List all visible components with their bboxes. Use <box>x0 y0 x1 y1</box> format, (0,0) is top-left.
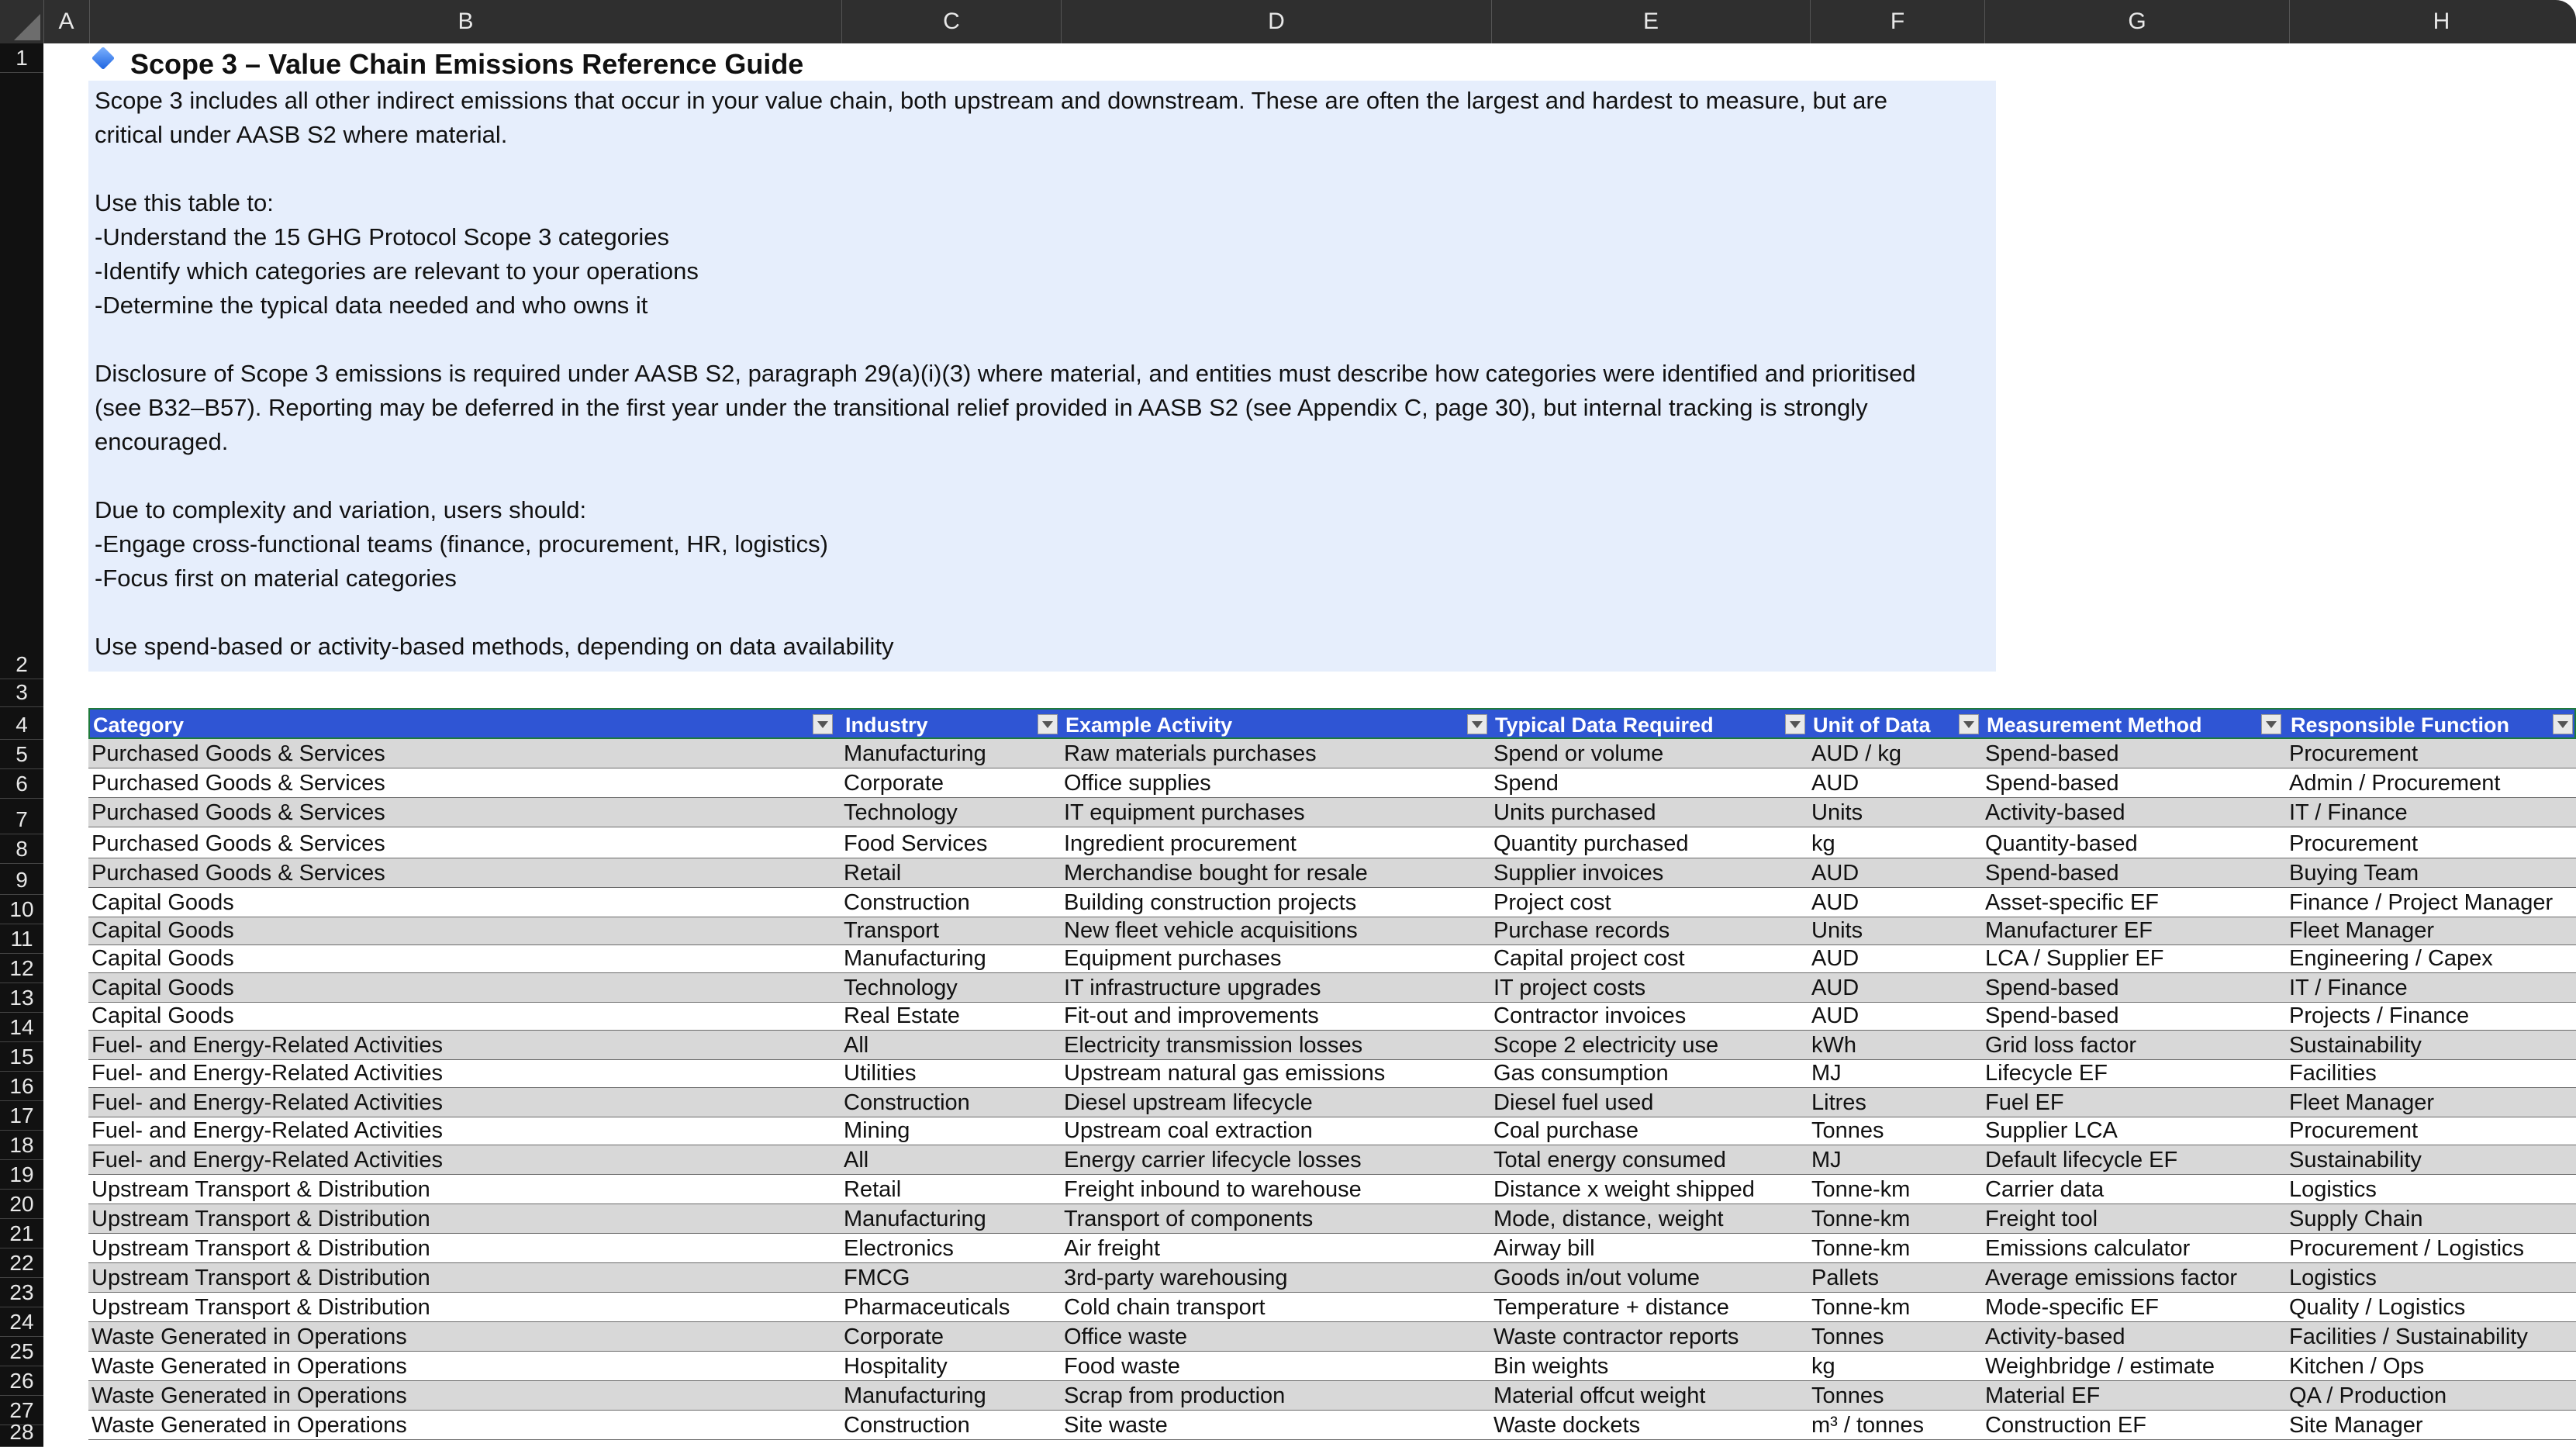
filter-dropdown-icon[interactable] <box>1467 714 1487 734</box>
table-cell[interactable]: Transport of components <box>1064 1207 1314 1231</box>
table-row[interactable] <box>88 1175 2576 1204</box>
column-title-category: Category <box>93 713 185 737</box>
table-cell[interactable]: m³ / tonnes <box>1811 1413 1925 1438</box>
row-header-11[interactable]: 11 <box>0 924 43 954</box>
table-cell[interactable]: Projects / Finance <box>2289 1003 2470 1028</box>
table-cell[interactable]: Logistics <box>2289 1266 2377 1290</box>
column-title-unit-of-data: Unit of Data <box>1813 713 1931 737</box>
table-cell[interactable]: Activity-based <box>1985 1324 2125 1349</box>
table-cell[interactable]: Ingredient procurement <box>1064 831 1297 856</box>
table-row[interactable] <box>88 1322 2576 1352</box>
column-header-bar <box>0 0 2576 43</box>
table-cell[interactable]: Food waste <box>1064 1354 1180 1379</box>
column-header-c[interactable]: C <box>842 0 1062 43</box>
table-cell[interactable]: Waste Generated in Operations <box>92 1413 407 1438</box>
table-cell[interactable]: Tonne-km <box>1811 1207 1911 1231</box>
table-cell[interactable]: Pallets <box>1811 1266 1880 1290</box>
table-cell[interactable]: Upstream Transport & Distribution <box>92 1236 430 1261</box>
table-row[interactable] <box>88 1145 2576 1175</box>
table-cell[interactable]: Quality / Logistics <box>2289 1295 2466 1320</box>
page-title: Scope 3 – Value Chain Emissions Reference Guide <box>130 48 804 80</box>
table-row[interactable] <box>88 1031 2576 1060</box>
table-cell[interactable]: Distance x weight shipped <box>1493 1177 1755 1202</box>
filter-dropdown-icon[interactable] <box>1785 714 1805 734</box>
table-cell[interactable]: Construction <box>844 1090 970 1115</box>
table-cell[interactable]: Mode, distance, weight <box>1493 1207 1724 1231</box>
table-cell[interactable]: Upstream Transport & Distribution <box>92 1207 430 1231</box>
table-cell[interactable]: Scope 2 electricity use <box>1493 1033 1719 1058</box>
table-cell[interactable]: Asset-specific EF <box>1985 890 2159 915</box>
table-cell[interactable]: Tonnes <box>1811 1118 1884 1143</box>
table-cell[interactable]: Buying Team <box>2289 861 2419 886</box>
table-cell[interactable]: Tonnes <box>1811 1324 1884 1349</box>
table-cell[interactable]: Diesel upstream lifecycle <box>1064 1090 1313 1115</box>
table-cell[interactable]: Capital Goods <box>92 1003 234 1028</box>
table-cell[interactable]: Office supplies <box>1064 771 1211 796</box>
row-header-22[interactable]: 22 <box>0 1248 43 1278</box>
table-cell[interactable]: kg <box>1811 831 1835 856</box>
table-cell[interactable]: Manufacturer EF <box>1985 918 2153 943</box>
table-cell[interactable]: Procurement <box>2289 1118 2419 1143</box>
table-cell[interactable]: Admin / Procurement <box>2289 771 2501 796</box>
table-cell[interactable]: Hospitality <box>844 1354 948 1379</box>
table-cell[interactable]: Upstream Transport & Distribution <box>92 1266 430 1290</box>
table-cell[interactable]: Default lifecycle EF <box>1985 1148 2178 1172</box>
table-cell[interactable]: Food Services <box>844 831 988 856</box>
table-cell[interactable]: Fuel- and Energy-Related Activities <box>92 1033 443 1058</box>
table-cell[interactable]: Electricity transmission losses <box>1064 1033 1363 1058</box>
table-cell[interactable]: Construction <box>844 890 970 915</box>
table-cell[interactable]: Goods in/out volume <box>1493 1266 1700 1290</box>
table-row[interactable] <box>88 1411 2576 1440</box>
table-cell[interactable]: FMCG <box>844 1266 910 1290</box>
table-row[interactable] <box>88 973 2576 1003</box>
table-cell[interactable]: LCA / Supplier EF <box>1985 946 2164 971</box>
table-cell[interactable]: AUD <box>1811 946 1859 971</box>
table-cell[interactable]: Transport <box>844 918 940 943</box>
table-cell[interactable]: MJ <box>1811 1148 1842 1172</box>
table-cell[interactable]: Diesel fuel used <box>1493 1090 1654 1115</box>
table-row[interactable] <box>88 1352 2576 1381</box>
table-row[interactable] <box>88 739 2576 768</box>
table-cell[interactable]: AUD <box>1811 861 1859 886</box>
table-cell[interactable]: Material offcut weight <box>1493 1383 1706 1408</box>
table-row[interactable] <box>88 917 2576 945</box>
table-cell[interactable]: Tonne-km <box>1811 1236 1911 1261</box>
table-row[interactable] <box>88 1204 2576 1234</box>
table-cell[interactable]: New fleet vehicle acquisitions <box>1064 918 1358 943</box>
column-header-d[interactable]: D <box>1062 0 1492 43</box>
table-cell[interactable]: Freight tool <box>1985 1207 2098 1231</box>
table-cell[interactable]: Units <box>1811 800 1863 825</box>
table-cell[interactable]: Upstream coal extraction <box>1064 1118 1313 1143</box>
row-header-8[interactable]: 8 <box>0 834 43 864</box>
column-header-f[interactable]: F <box>1811 0 1985 43</box>
table-cell[interactable]: Manufacturing <box>844 1207 986 1231</box>
table-cell[interactable]: Capital Goods <box>92 918 234 943</box>
table-cell[interactable]: Total energy consumed <box>1493 1148 1726 1172</box>
table-cell[interactable]: All <box>844 1033 869 1058</box>
table-cell[interactable]: AUD <box>1811 976 1859 1000</box>
table-cell[interactable]: Spend-based <box>1985 741 2119 766</box>
table-cell[interactable]: Capital Goods <box>92 890 234 915</box>
table-cell[interactable]: Temperature + distance <box>1493 1295 1729 1320</box>
table-cell[interactable]: Construction EF <box>1985 1413 2146 1438</box>
table-cell[interactable]: Material EF <box>1985 1383 2101 1408</box>
table-cell[interactable]: Fit-out and improvements <box>1064 1003 1319 1028</box>
table-cell[interactable]: Fuel- and Energy-Related Activities <box>92 1090 443 1115</box>
table-cell[interactable]: IT / Finance <box>2289 976 2408 1000</box>
table-row[interactable] <box>88 945 2576 973</box>
column-header-g[interactable]: G <box>1985 0 2290 43</box>
blue-diamond-icon <box>92 47 115 70</box>
table-cell[interactable]: Air freight <box>1064 1236 1161 1261</box>
row-header-19[interactable]: 19 <box>0 1160 43 1190</box>
table-cell[interactable]: Fuel EF <box>1985 1090 2064 1115</box>
row-header-20[interactable]: 20 <box>0 1190 43 1219</box>
table-cell[interactable]: AUD / kg <box>1811 741 1902 766</box>
table-cell[interactable]: Fuel- and Energy-Related Activities <box>92 1061 443 1086</box>
table-cell[interactable]: Corporate <box>844 1324 944 1349</box>
table-cell[interactable]: Supplier LCA <box>1985 1118 2118 1143</box>
row-header-12[interactable]: 12 <box>0 954 43 983</box>
filter-dropdown-icon[interactable] <box>1038 714 1058 734</box>
table-cell[interactable]: Project cost <box>1493 890 1611 915</box>
table-cell[interactable]: Cold chain transport <box>1064 1295 1266 1320</box>
table-cell[interactable]: Mode-specific EF <box>1985 1295 2160 1320</box>
table-cell[interactable]: Tonne-km <box>1811 1177 1911 1202</box>
table-cell[interactable]: Pharmaceuticals <box>844 1295 1010 1320</box>
table-cell[interactable]: IT infrastructure upgrades <box>1064 976 1321 1000</box>
row-header-4[interactable]: 4 <box>0 707 43 740</box>
table-cell[interactable]: Procurement / Logistics <box>2289 1236 2525 1261</box>
table-cell[interactable]: IT / Finance <box>2289 800 2408 825</box>
table-cell[interactable]: Spend-based <box>1985 1003 2119 1028</box>
row-header-17[interactable]: 17 <box>0 1101 43 1131</box>
row-header-6[interactable]: 6 <box>0 769 43 799</box>
table-cell[interactable]: IT equipment purchases <box>1064 800 1305 825</box>
filter-dropdown-icon[interactable] <box>813 714 833 734</box>
table-cell[interactable]: Waste Generated in Operations <box>92 1383 407 1408</box>
table-row[interactable] <box>88 768 2576 798</box>
table-cell[interactable]: IT project costs <box>1493 976 1646 1000</box>
table-cell[interactable]: Bin weights <box>1493 1354 1609 1379</box>
row-header-14[interactable]: 14 <box>0 1013 43 1042</box>
table-cell[interactable]: MJ <box>1811 1061 1842 1086</box>
filter-dropdown-icon[interactable] <box>2553 714 2573 734</box>
table-cell[interactable]: Carrier data <box>1985 1177 2105 1202</box>
table-row[interactable] <box>88 1293 2576 1322</box>
table-row[interactable] <box>88 798 2576 827</box>
table-cell[interactable]: Retail <box>844 1177 902 1202</box>
row-header-24[interactable]: 24 <box>0 1307 43 1337</box>
table-cell[interactable]: Site Manager <box>2289 1413 2423 1438</box>
table-cell[interactable]: Manufacturing <box>844 1383 986 1408</box>
table-cell[interactable]: Upstream natural gas emissions <box>1064 1061 1386 1086</box>
table-cell[interactable]: Purchased Goods & Services <box>92 800 385 825</box>
table-cell[interactable]: Purchased Goods & Services <box>92 861 385 886</box>
column-header-b[interactable]: B <box>90 0 842 43</box>
table-cell[interactable]: Average emissions factor <box>1985 1266 2238 1290</box>
table-cell[interactable]: Tonne-km <box>1811 1295 1911 1320</box>
table-cell[interactable]: Gas consumption <box>1493 1061 1669 1086</box>
table-cell[interactable]: Engineering / Capex <box>2289 946 2493 971</box>
table-row[interactable] <box>88 888 2576 917</box>
table-cell[interactable]: Procurement <box>2289 831 2419 856</box>
table-row[interactable] <box>88 1234 2576 1263</box>
table-cell[interactable]: Waste dockets <box>1493 1413 1641 1438</box>
table-cell[interactable]: Merchandise bought for resale <box>1064 861 1368 886</box>
table-cell[interactable]: Upstream Transport & Distribution <box>92 1295 430 1320</box>
table-cell[interactable]: AUD <box>1811 771 1859 796</box>
table-cell[interactable]: Grid loss factor <box>1985 1033 2136 1058</box>
table-cell[interactable]: Spend-based <box>1985 771 2119 796</box>
table-cell[interactable]: Fleet Manager <box>2289 1090 2434 1115</box>
row-header-9[interactable]: 9 <box>0 864 43 895</box>
table-cell[interactable]: Building construction projects <box>1064 890 1357 915</box>
column-header-h[interactable]: H <box>2290 0 2576 43</box>
table-cell[interactable]: Retail <box>844 861 902 886</box>
table-cell[interactable]: Freight inbound to warehouse <box>1064 1177 1362 1202</box>
row-header-5[interactable]: 5 <box>0 740 43 769</box>
table-cell[interactable]: Tonnes <box>1811 1383 1884 1408</box>
table-row[interactable] <box>88 1060 2576 1088</box>
table-cell[interactable]: Manufacturing <box>844 741 986 766</box>
row-header-2[interactable]: 2 <box>0 73 43 679</box>
table-cell[interactable]: Coal purchase <box>1493 1118 1638 1143</box>
table-cell[interactable]: Litres <box>1811 1090 1866 1115</box>
table-cell[interactable]: Raw materials purchases <box>1064 741 1317 766</box>
table-cell[interactable]: Capital Goods <box>92 976 234 1000</box>
column-title-industry: Industry <box>845 713 928 737</box>
table-cell[interactable]: All <box>844 1148 869 1172</box>
row-header-10[interactable]: 10 <box>0 895 43 924</box>
filter-dropdown-icon[interactable] <box>1959 714 1979 734</box>
table-cell[interactable]: QA / Production <box>2289 1383 2447 1408</box>
table-cell[interactable]: Facilities <box>2289 1061 2377 1086</box>
table-cell[interactable]: Supply Chain <box>2289 1207 2423 1231</box>
table-row[interactable] <box>88 1117 2576 1145</box>
intro-text: Scope 3 includes all other indirect emissions that occur in your value chain, both upstream and downstream. These are often the largest and hardest to measure, but are critical under AASB S2 where material. Use this table to: -Understand the 15 GHG Protocol Scope 3 categories -Identify which categories are relevant to your operations -Determine the typical data needed and who owns it Disclosure of Scope 3 emissions is required under AASB S2, paragraph 29(a)(i)(3) where material, and entities must describe how categories were identified and prioritised (see B32–B57). Reporting may be deferred in the first year under the transitional relief provided in AASB S2 (see Appendix C, page 30), but internal tracking is strongly encouraged. Due to complexity and variation, users should: -Engage cross-functional teams (finance, procurement, HR, logistics) -Focus first on material categories Use spend-based or activity-based methods, depending on data availability <box>95 87 1916 660</box>
table-cell[interactable]: Contractor invoices <box>1493 1003 1687 1028</box>
table-cell[interactable]: Mining <box>844 1118 910 1143</box>
table-cell[interactable]: kWh <box>1811 1033 1856 1058</box>
table-cell[interactable]: Logistics <box>2289 1177 2377 1202</box>
table-cell[interactable]: Fleet Manager <box>2289 918 2434 943</box>
table-cell[interactable]: Technology <box>844 800 958 825</box>
row-header-15[interactable]: 15 <box>0 1042 43 1072</box>
table-cell[interactable]: Finance / Project Manager <box>2289 890 2554 915</box>
table-cell[interactable]: Quantity-based <box>1985 831 2138 856</box>
column-title-responsible-function: Responsible Function <box>2291 713 2510 737</box>
table-cell[interactable]: kg <box>1811 1354 1835 1379</box>
table-cell[interactable]: Quantity purchased <box>1493 831 1689 856</box>
table-cell[interactable]: 3rd-party warehousing <box>1064 1266 1288 1290</box>
row-header-26[interactable]: 26 <box>0 1366 43 1396</box>
table-cell[interactable]: Spend or volume <box>1493 741 1664 766</box>
table-cell[interactable]: Procurement <box>2289 741 2419 766</box>
table-row[interactable] <box>88 1381 2576 1411</box>
column-title-example-activity: Example Activity <box>1065 713 1233 737</box>
table-cell[interactable]: Construction <box>844 1413 970 1438</box>
row-header-1[interactable]: 1 <box>0 43 43 73</box>
row-header-7[interactable]: 7 <box>0 799 43 834</box>
table-cell[interactable]: Real Estate <box>844 1003 960 1028</box>
table-cell[interactable]: Purchased Goods & Services <box>92 771 385 796</box>
column-header-a[interactable]: A <box>43 0 90 43</box>
row-header-18[interactable]: 18 <box>0 1131 43 1160</box>
table-cell[interactable]: Manufacturing <box>844 946 986 971</box>
table-cell[interactable]: Activity-based <box>1985 800 2125 825</box>
table-row[interactable] <box>88 1263 2576 1293</box>
table-cell[interactable]: Utilities <box>844 1061 917 1086</box>
table-cell[interactable]: Fuel- and Energy-Related Activities <box>92 1118 443 1143</box>
table-row[interactable] <box>88 1088 2576 1117</box>
row-header-13[interactable]: 13 <box>0 983 43 1013</box>
table-cell[interactable]: Upstream Transport & Distribution <box>92 1177 430 1202</box>
table-cell[interactable]: Corporate <box>844 771 944 796</box>
table-cell[interactable]: Sustainability <box>2289 1148 2422 1172</box>
row-header-21[interactable]: 21 <box>0 1219 43 1248</box>
table-cell[interactable]: Spend <box>1493 771 1559 796</box>
table-cell[interactable]: Waste Generated in Operations <box>92 1354 407 1379</box>
table-row[interactable] <box>88 858 2576 888</box>
table-row[interactable] <box>88 827 2576 858</box>
table-row[interactable] <box>88 1003 2576 1031</box>
table-cell[interactable]: AUD <box>1811 1003 1859 1028</box>
table-cell[interactable]: Office waste <box>1064 1324 1188 1349</box>
table-cell[interactable]: Purchased Goods & Services <box>92 741 385 766</box>
table-cell[interactable]: Waste contractor reports <box>1493 1324 1739 1349</box>
row-header-16[interactable]: 16 <box>0 1072 43 1101</box>
table-cell[interactable]: Electronics <box>844 1236 954 1261</box>
table-cell[interactable]: Facilities / Sustainability <box>2289 1324 2528 1349</box>
table-header-row <box>88 708 2576 739</box>
row-header-3[interactable]: 3 <box>0 679 43 707</box>
table-cell[interactable]: Capital project cost <box>1493 946 1685 971</box>
table-cell[interactable]: Airway bill <box>1493 1236 1595 1261</box>
row-header-27[interactable]: 27 <box>0 1396 43 1425</box>
table-cell[interactable]: Equipment purchases <box>1064 946 1282 971</box>
table-cell[interactable]: Spend-based <box>1985 976 2119 1000</box>
select-all-corner[interactable] <box>0 0 44 43</box>
table-cell[interactable]: Waste Generated in Operations <box>92 1324 407 1349</box>
filter-dropdown-icon[interactable] <box>2261 714 2281 734</box>
table-cell[interactable]: Technology <box>844 976 958 1000</box>
table-cell[interactable]: Units <box>1811 918 1863 943</box>
column-header-e[interactable]: E <box>1492 0 1811 43</box>
column-title-measurement-method: Measurement Method <box>1987 713 2202 737</box>
column-title-typical-data-required: Typical Data Required <box>1495 713 1714 737</box>
table-cell[interactable]: Scrap from production <box>1064 1383 1286 1408</box>
row-header-25[interactable]: 25 <box>0 1337 43 1366</box>
table-cell[interactable]: Emissions calculator <box>1985 1236 2191 1261</box>
table-cell[interactable]: Fuel- and Energy-Related Activities <box>92 1148 443 1172</box>
table-cell[interactable]: Lifecycle EF <box>1985 1061 2108 1086</box>
table-cell[interactable]: Sustainability <box>2289 1033 2422 1058</box>
table-cell[interactable]: AUD <box>1811 890 1859 915</box>
table-cell[interactable]: Supplier invoices <box>1493 861 1664 886</box>
row-header-bar <box>0 43 43 1447</box>
table-cell[interactable]: Kitchen / Ops <box>2289 1354 2425 1379</box>
table-cell[interactable]: Units purchased <box>1493 800 1656 825</box>
table-cell[interactable]: Spend-based <box>1985 861 2119 886</box>
table-cell[interactable]: Capital Goods <box>92 946 234 971</box>
row-header-28[interactable]: 28 <box>0 1425 43 1447</box>
table-cell[interactable]: Energy carrier lifecycle losses <box>1064 1148 1362 1172</box>
table-cell[interactable]: Purchase records <box>1493 918 1670 943</box>
table-cell[interactable]: Weighbridge / estimate <box>1985 1354 2215 1379</box>
table-cell[interactable]: Purchased Goods & Services <box>92 831 385 856</box>
table-cell[interactable]: Site waste <box>1064 1413 1168 1438</box>
row-header-23[interactable]: 23 <box>0 1278 43 1307</box>
